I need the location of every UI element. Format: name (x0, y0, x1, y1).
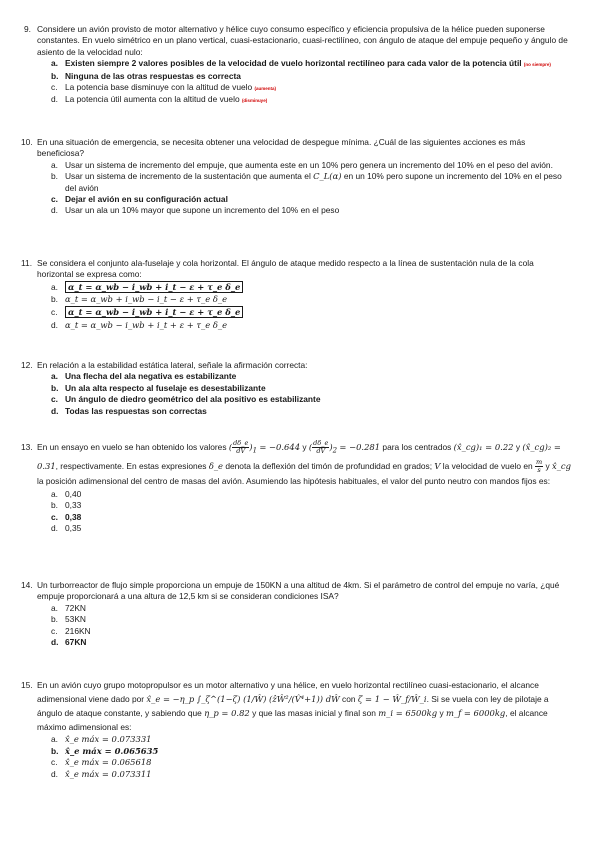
math-cl: C_L(α) (313, 171, 342, 182)
option-b: b. 0,33 (51, 500, 82, 511)
question-text: En un ensayo en vuelo se han obtenido los valores ( $\frac{d\delta\_e}{dV}$ )$_1 = -0.644$ y ( $\frac{d\delta\_e}{dV}$ )$_2 = -0.281$ para los centrados (x̂_cg)₁ = 0.22 y (x̂_cg)₂ = 0.31, respectivamente. En estas expresiones δ_e denota la deflexión del timón de profundidad en grados; V la velocidad de vuelo en $\frac{m}{s}$ y x̂_cg la posición adimensional del centro de masas del avión. Asumiendo las hipótesis habituales, el valor del punto neutro con mandos fijos es: (37, 439, 571, 486)
option-a: a. 0,40 (51, 488, 82, 499)
question-12 (21, 360, 572, 417)
question-text: Se considera el conjunto ala-fuselaje y cola horizontal. El ángulo de ataque medido respecto a la línea de sustentación nula de la cola horizontal se expresa como: (37, 258, 534, 280)
question-10 (21, 137, 572, 217)
options-list (37, 734, 572, 780)
option-a: a. 72KN (51, 602, 86, 613)
option-a: a. Una flecha del ala negativa es estabilizante (51, 371, 237, 382)
formula: α_t = α_wb − i_wb + i_t + ε + τ_e δ_e (65, 319, 228, 330)
correction-note: (disminuye) (241, 98, 268, 104)
question-text: En una situación de emergencia, se necesita obtener una velocidad de despegue mínima. ¿Cuál de las siguientes acciones es más beneficiosa? (37, 137, 526, 159)
option-c: c. La potencia base disminuye con la altitud de vuelo (aumenta) (51, 82, 277, 93)
question-number: 15. (21, 680, 33, 690)
option-d: d. α_t = α_wb − i_wb + i_t + ε + τ_e δ_e (51, 319, 228, 330)
question-11 (21, 258, 572, 331)
option-d: d. Usar un ala un 10% mayor que supone un incremento del 10% en el peso (51, 205, 340, 216)
option-c: c. x̂_e máx = 0.065618 (51, 757, 152, 768)
question-text: En un avión cuyo grupo motopropulsor es un motor alternativo y una hélice, en vuelo horizontal rectilíneo cuasi-estacionario, el alcance adimensional viene dado por x̂_e = −η_p ∫_ζ^(1−ζ) (1/Ŵ) (ẑŴ²/(V̂⁴+1)) dŴ con ζ = 1 − Ŵ_f/Ŵ_i. Si se vuela con ley de pilotaje a ángulo de ataque constante, y sabiendo que η_p = 0.82 y que las masas inicial y final son m_i = 6500kg y m_f = 6000kg, el alcance máximo adimensional es: (37, 680, 549, 732)
question-text: En relación a la estabilidad estática lateral, señale la afirmación correcta: (37, 360, 308, 370)
zeta-formula: ζ = 1 − Ŵ_f/Ŵ_i (357, 694, 427, 704)
formula-boxed: α_t = α_wb − i_wb + i_t − ε + τ_e δ_e (65, 306, 243, 318)
options-list (37, 160, 572, 217)
option-a: a. Usar un sistema de incremento del empuje, que aumenta este en un 10% pero genera un incremento del 10% en el peso del avión. (51, 159, 553, 170)
option-a: a. Existen siempre 2 valores posibles de la velocidad de vuelo horizontal rectilíneo para cada valor de la potencia útil (no siempre) (51, 58, 551, 69)
option-b: b. Ninguna de las otras respuestas es correcta (51, 70, 241, 81)
derivative-2: ( $\frac{d\delta\_e}{dV}$ )$_2$ (308, 439, 338, 455)
unit-fraction: $\frac{m}{s}$ (535, 457, 543, 474)
option-d: d. 0,35 (51, 523, 82, 534)
option-b: b. Usar un sistema de incremento de la sustentación que aumenta el C_L(α) en un 10% pero supone un incremento del 10% en el peso del avión (51, 171, 562, 193)
option-b: b. α_t = α_wb + i_wb − i_t − ε + τ_e δ_e (51, 294, 228, 305)
question-13 (21, 439, 572, 535)
option-d: d. 67KN (51, 637, 87, 648)
formula: α_t = α_wb + i_wb − i_t − ε + τ_e δ_e (65, 294, 228, 305)
question-number: 14. (21, 580, 33, 590)
question-number: 11. (21, 258, 33, 268)
formula-boxed: α_t = α_wb − i_wb + i_t − ε + τ_e δ_e (65, 281, 243, 293)
option-b: b. x̂_e máx = 0.065635 (51, 745, 159, 756)
option-c: c. Un ángulo de diedro geométrico del ala positivo es estabilizante (51, 394, 321, 405)
option-a: a. α_t = α_wb − i_wb + i_t − ε + τ_e δ_e (37, 281, 572, 294)
options-list (37, 58, 572, 107)
option-d: d. Todas las respuestas son correctas (51, 405, 207, 416)
options-list (37, 489, 572, 535)
derivative-1: ( $\frac{d\delta\_e}{dV}$ )$_1$ (228, 439, 258, 455)
range-formula: x̂_e = −η_p ∫_ζ^(1−ζ) (1/Ŵ) (ẑŴ²/(V̂⁴+1)) dŴ (146, 694, 340, 704)
question-9 (24, 24, 572, 107)
option-c: c. α_t = α_wb − i_wb + i_t − ε + τ_e δ_e (37, 306, 572, 319)
question-number: 12. (21, 360, 33, 370)
option-a: a. x̂_e máx = 0.073331 (51, 734, 152, 744)
option-b: b. 53KN (51, 614, 86, 625)
question-15 (21, 678, 572, 780)
option-c: c. 0,38 (51, 511, 82, 522)
correction-note: (aumenta) (254, 86, 277, 92)
question-number: 10. (21, 137, 33, 147)
question-number: 13. (21, 442, 33, 452)
question-14 (21, 580, 572, 648)
options-list (37, 371, 572, 417)
question-number: 9. (24, 24, 31, 34)
option-d: d. x̂_e máx = 0.073311 (51, 768, 152, 779)
option-d: d. La potencia útil aumenta con la altitud de vuelo (disminuye) (51, 94, 268, 105)
options-list (37, 281, 572, 331)
option-c: c. Dejar el avión en su configuración actual (51, 194, 228, 205)
question-text: Considere un avión provisto de motor alternativo y hélice cuyo consumo específico y eficiencia propulsiva de la hélice pueden suponerse constantes. En vuelo simétrico en un plano vertical, cuasi-estacionario, cuasi-rectilíneo, con ángulo de ataque del empuje pequeño y ángulo de asiento de la velocidad nulo: (37, 24, 568, 57)
correction-note: (no siempre) (523, 62, 551, 68)
question-text: Un turborreactor de flujo simple proporciona un empuje de 150KN a una altitud de 4km. Si el parámetro de control del empuje no varía, ¿qué empuje proporcionará a una altura de 12,5 km si se consideran condiciones ISA? (37, 580, 560, 602)
options-list (37, 603, 572, 649)
option-c: c. 216KN (51, 625, 91, 636)
option-b: b. Un ala alta respecto al fuselaje es desestabilizante (51, 382, 266, 393)
